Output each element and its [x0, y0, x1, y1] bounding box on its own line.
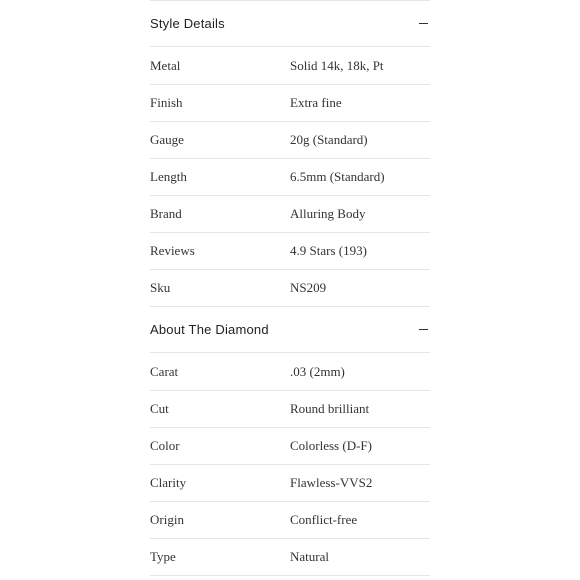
spec-value: Alluring Body [290, 206, 366, 221]
spec-value: .03 (2mm) [290, 363, 345, 379]
style-details-header[interactable] [150, 1, 430, 47]
spec-value: Solid 14k, 18k, Pt [290, 57, 384, 73]
spec-label: Gauge [150, 132, 184, 147]
spec-value: 6.5mm (Standard) [290, 169, 385, 184]
section-title: About The Diamond [150, 322, 269, 337]
spec-row-finish [150, 85, 430, 122]
spec-row-metal [150, 47, 430, 85]
spec-label: Brand [150, 206, 182, 221]
spec-value: Flawless-VVS2 [290, 475, 373, 490]
spec-value: 20g (Standard) [290, 132, 368, 147]
spec-value: Round brilliant [290, 401, 370, 416]
spec-row-clarity [150, 465, 430, 502]
spec-row-carat [150, 353, 430, 391]
section-title: Style Details [150, 16, 225, 31]
spec-label: Metal [150, 57, 181, 73]
details-panel [150, 0, 430, 576]
spec-value: Colorless (D-F) [290, 438, 372, 453]
spec-row-reviews [150, 233, 430, 270]
spec-value: Extra fine [290, 95, 342, 110]
spec-label: Type [150, 549, 176, 564]
spec-value: Conflict-free [290, 512, 358, 527]
spec-row-gauge [150, 122, 430, 159]
spec-label: Carat [150, 363, 179, 379]
minus-icon[interactable] [419, 329, 428, 330]
spec-label: Sku [150, 280, 171, 295]
spec-row-length [150, 159, 430, 196]
spec-label: Finish [150, 95, 183, 110]
about-diamond-header[interactable] [150, 307, 430, 353]
spec-label: Origin [150, 512, 184, 527]
spec-row-origin [150, 502, 430, 539]
minus-icon[interactable] [419, 23, 428, 24]
spec-value: NS209 [290, 280, 327, 295]
spec-row-brand [150, 196, 430, 233]
spec-row-color [150, 428, 430, 465]
spec-label: Length [150, 169, 187, 184]
spec-label: Reviews [150, 243, 195, 258]
spec-label: Clarity [150, 475, 187, 490]
spec-row-type [150, 539, 430, 576]
spec-row-sku [150, 270, 430, 307]
spec-value: Natural [290, 549, 329, 564]
spec-label: Cut [150, 401, 169, 416]
spec-value: 4.9 Stars (193) [290, 243, 367, 258]
spec-label: Color [150, 438, 180, 453]
spec-row-cut [150, 391, 430, 428]
